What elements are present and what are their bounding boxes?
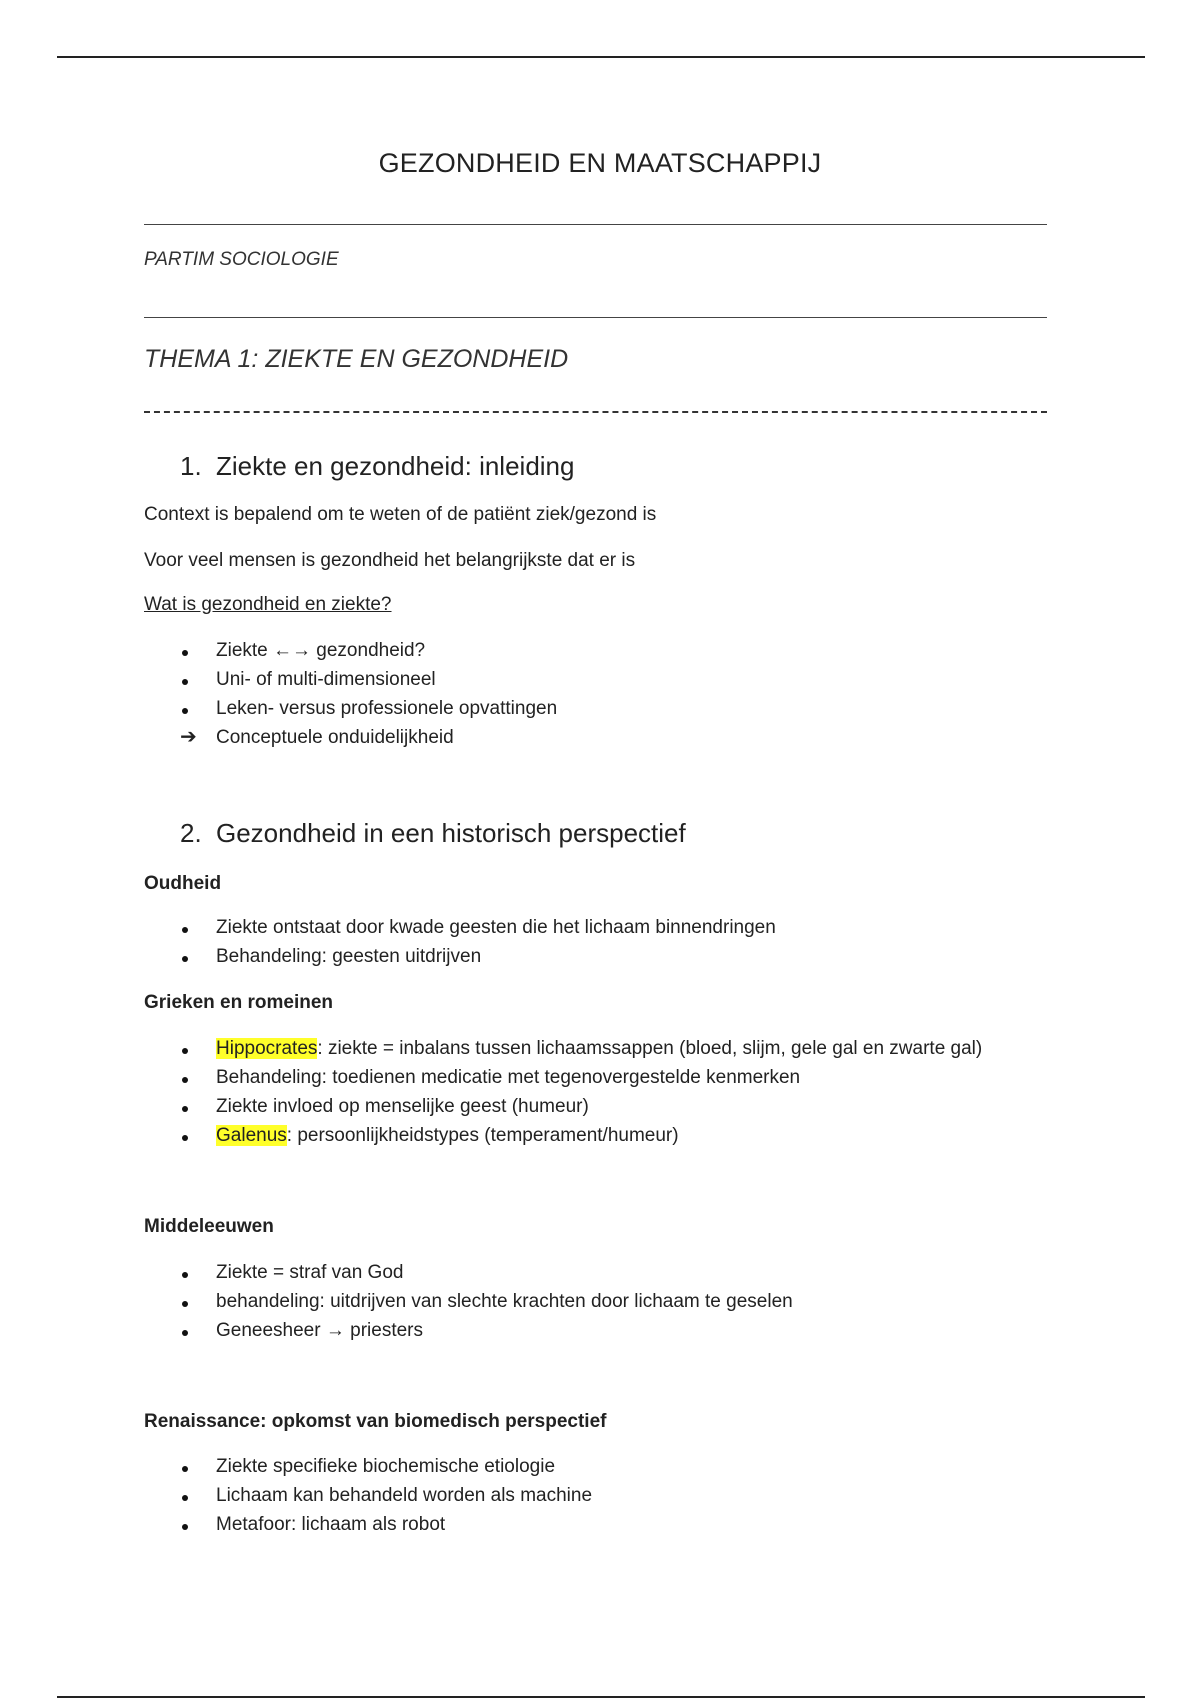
section-1-paragraph-importance: Voor veel mensen is gezondheid het belangrijkste dat er is: [144, 550, 636, 571]
bullet-icon: [182, 1048, 188, 1054]
subheading-middeleeuwen: Middeleeuwen: [144, 1216, 274, 1237]
thema-heading: THEMA 1: ZIEKTE EN GEZONDHEID: [144, 345, 569, 373]
bullet-icon: [182, 708, 188, 714]
bullet-icon: [182, 1466, 188, 1472]
highlight-galenus: Galenus: [216, 1125, 287, 1146]
document-title: GEZONDHEID EN MAATSCHAPPIJ: [378, 148, 822, 178]
thema-dashed-separator: [144, 411, 1047, 413]
bullet-icon: [182, 679, 188, 685]
section-2-number: 2.: [180, 818, 202, 848]
section-2-heading: [180, 818, 686, 849]
bullet-icon: [182, 1301, 188, 1307]
highlight-hippocrates: Hippocrates: [216, 1038, 318, 1059]
page-top-rule: [57, 56, 1145, 58]
bullet-icon: [182, 1495, 188, 1501]
bullet-icon: [182, 956, 188, 962]
title-separator-line: [144, 224, 1047, 225]
bullet-icon: [182, 1330, 188, 1336]
arrow-right-icon: ➔: [180, 726, 197, 748]
subheading-oudheid: Oudheid: [144, 873, 222, 894]
subheading-grieken-romeinen: Grieken en romeinen: [144, 992, 334, 1013]
bullet-icon: [182, 1272, 188, 1278]
partim-label: PARTIM SOCIOLOGIE: [144, 249, 339, 270]
section-1-paragraph-context: Context is bepalend om te weten of de patiënt ziek/gezond is: [144, 504, 657, 525]
page-bottom-rule: [57, 1696, 1145, 1698]
partim-separator-line: [144, 317, 1047, 318]
section-1-question: Wat is gezondheid en ziekte?: [144, 594, 392, 615]
bullet-icon: [182, 927, 188, 933]
bullet-icon: [182, 1106, 188, 1112]
section-1-heading: [180, 451, 574, 482]
bullet-icon: [182, 650, 188, 656]
bullet-icon: [182, 1135, 188, 1141]
section-1-title: Ziekte en gezondheid: inleiding: [216, 451, 575, 481]
section-1-number: 1.: [180, 451, 202, 481]
bullet-icon: [182, 1077, 188, 1083]
bullet-icon: [182, 1524, 188, 1530]
section-2-title: Gezondheid in een historisch perspectief: [216, 818, 686, 848]
subheading-renaissance: Renaissance: opkomst van biomedisch perspectief: [144, 1411, 607, 1432]
